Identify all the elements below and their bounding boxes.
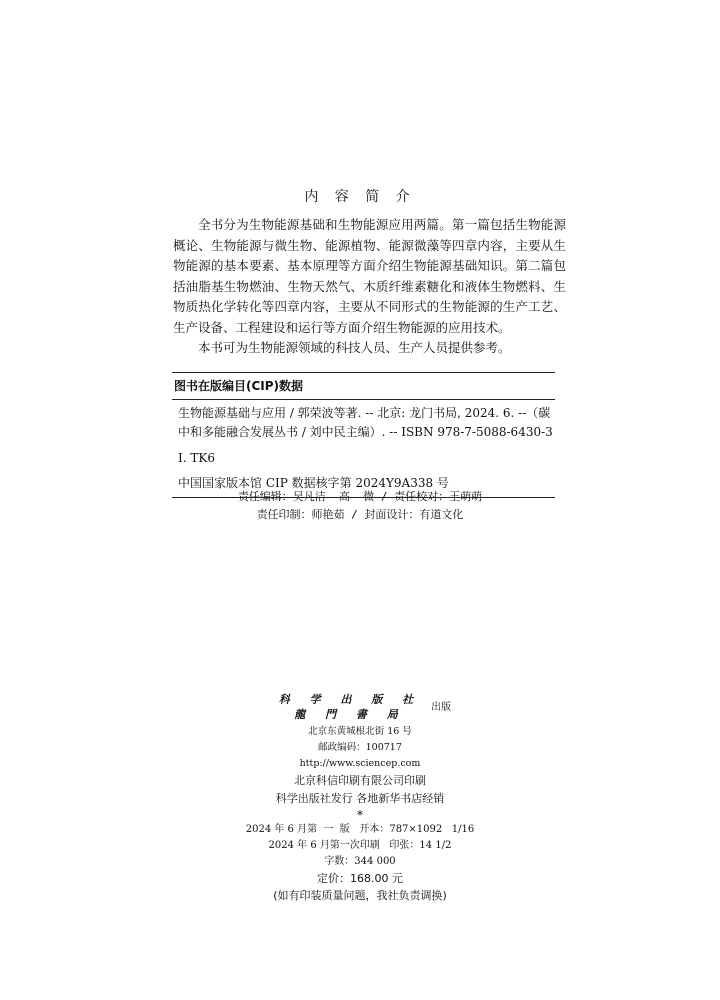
summary-section [173,215,566,359]
cip-body [172,400,555,442]
postcode: 邮政编码：100717 [318,742,402,753]
word-count: 字数：344 000 [324,856,396,867]
cip-body-line: 中和多能融合发展丛书 / 刘中民主编）. -- ISBN 978-7-5088-6430-3 [178,425,553,439]
price: 定价：168.00 元 [317,872,403,885]
cip-body-line: 生物能源基础与应用 / 郭荣波等著. -- 北京: 龙门书局, 2024. 6. --（碳 [178,406,551,420]
cip-heading: 图书在版编目(CIP)数据 [174,379,304,393]
publisher-logo-line: 龍 門 書 局 [294,708,406,721]
publisher-address: 北京东黄城根北街 16 号 [308,726,412,737]
quality-note: (如有印装质量问题，我社负责调换) [273,889,447,902]
summary-paragraph: 本书可为生物能源领域的科技人员、生产人员提供参考。 [198,340,511,355]
printer: 北京科信印刷有限公司印刷 [294,774,426,787]
editor-credits [0,488,720,524]
summary-title: 内 容 简 介 [304,189,416,205]
distributor: 科学出版社发行 各地新华书店经销 [275,792,445,805]
publisher-logo [278,692,452,722]
editor-line: 责任编辑：吴凡洁 高 微 / 责任校对：王萌萌 [237,490,483,503]
imprint-block [0,692,720,904]
cip-block [172,372,555,498]
publisher-logo-line: 科 学 出 版 社 [278,693,422,706]
separator-star: * [357,808,363,822]
publisher-suffix: 出版 [431,702,452,713]
summary-paragraph: 全书分为生物能源基础和生物能源应用两篇。第一篇包括生物能源概论、生物能源与微生物、能源植物、能源微藻等四章内容，主要从生物能源的基本要素、基本原理等方面介绍生物能源基础知识。第二篇包括油脂基生物燃油、生物天然气、木质纤维素糖化和液体生物燃料、生物质热化学转化等四章内容，主要从不同形式的生物能源的生产工艺、生产设备、工程建设和运行等方面介绍生物能源的应用技术。 [173,217,566,335]
edition-info: 2024 年 6 月第 一 版 开本：787×1092 1/16 [245,824,475,835]
website: http://www.sciencep.com [299,758,421,769]
cip-record-number: 中国国家版本馆 CIP 数据核字第 2024Y9A338 号 [178,476,449,490]
printing-info: 2024 年 6 月第一次印刷 印张：14 1/2 [268,840,452,851]
editor-line: 责任印制：师艳茹 / 封面设计：有道文化 [256,508,464,521]
cip-classification: Ⅰ. TK6 [178,451,215,465]
